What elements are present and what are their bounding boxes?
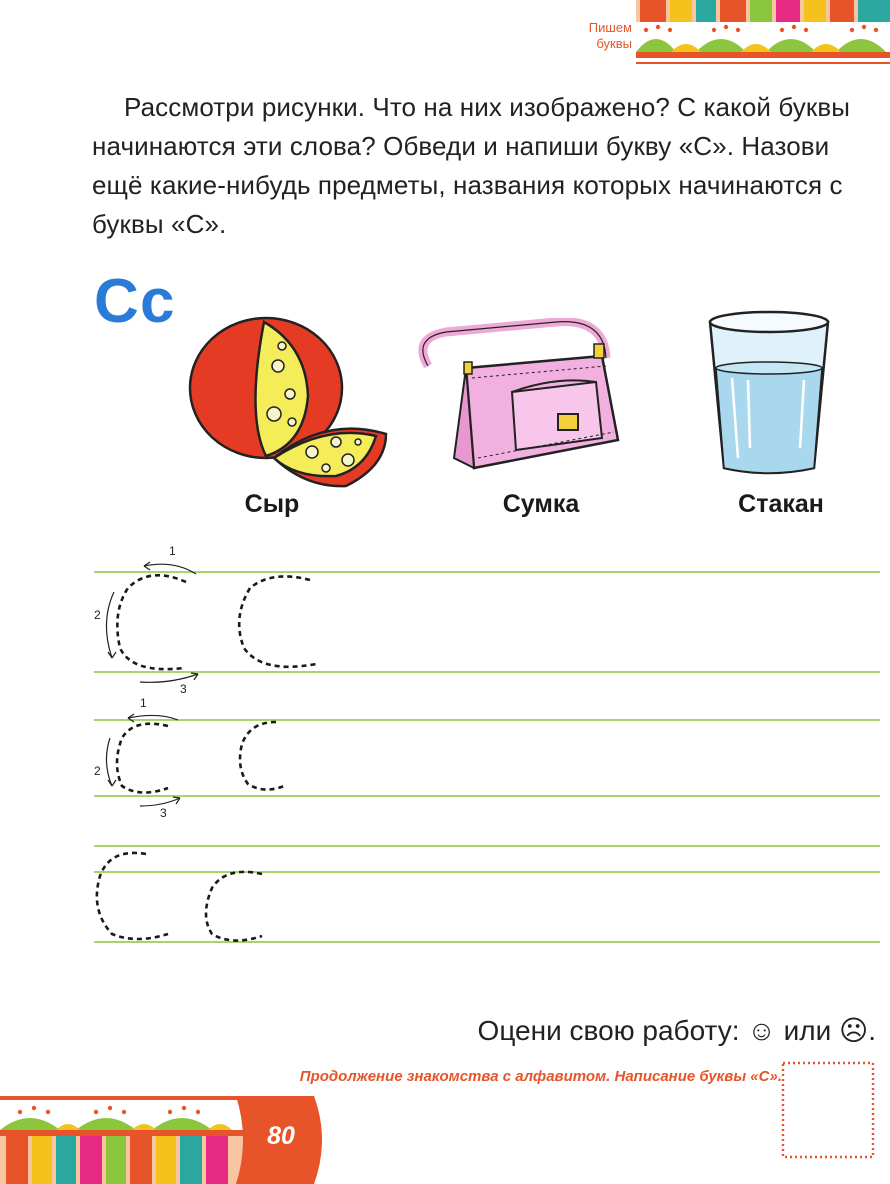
- page-number: 80: [267, 1122, 295, 1150]
- trace-letter-c-3: [117, 724, 168, 793]
- header-ornament: [636, 0, 890, 74]
- section-label-line1: Пишем: [588, 20, 632, 35]
- self-check-box[interactable]: [780, 1060, 876, 1160]
- caption-glass: Стакан: [738, 490, 824, 518]
- self-assessment: Оцени свою работу: ☺ или ☹.: [477, 1015, 876, 1046]
- stroke-number-3: 3: [180, 682, 187, 696]
- glass-icon: [704, 308, 834, 478]
- section-label: [560, 20, 632, 52]
- stroke-number-3-small: 3: [160, 806, 167, 820]
- stroke-number-1: 1: [169, 544, 176, 558]
- trace-letter-c-1: [117, 575, 186, 669]
- caption-cheese: Сыр: [244, 490, 300, 518]
- letter-heading: Сс: [94, 267, 177, 336]
- section-label-line2: буквы: [596, 36, 632, 51]
- cheese-icon: [186, 316, 396, 492]
- instruction-text: Рассмотри рисунки. Что на них изображено? С какой буквы начинаются эти слова? Обведи и напиши букву «С». Назови ещё какие-нибудь предметы, названия которых начинаются с буквы «С».: [92, 92, 851, 239]
- stroke-number-2-small: 2: [94, 764, 101, 778]
- trace-letter-c-6: [206, 872, 262, 941]
- trace-letter-c-4: [240, 722, 284, 790]
- trace-letter-c-2: [239, 576, 316, 666]
- trace-letter-c-5: [97, 853, 168, 939]
- handwriting-practice-area: [0, 530, 890, 960]
- stroke-number-2: 2: [94, 608, 101, 622]
- caption-bag: Сумка: [502, 490, 580, 518]
- bag-icon: [406, 318, 626, 488]
- footer-note: Продолжение знакомства с алфавитом. Написание буквы «С».: [299, 1068, 782, 1085]
- stroke-number-1-small: 1: [140, 696, 147, 710]
